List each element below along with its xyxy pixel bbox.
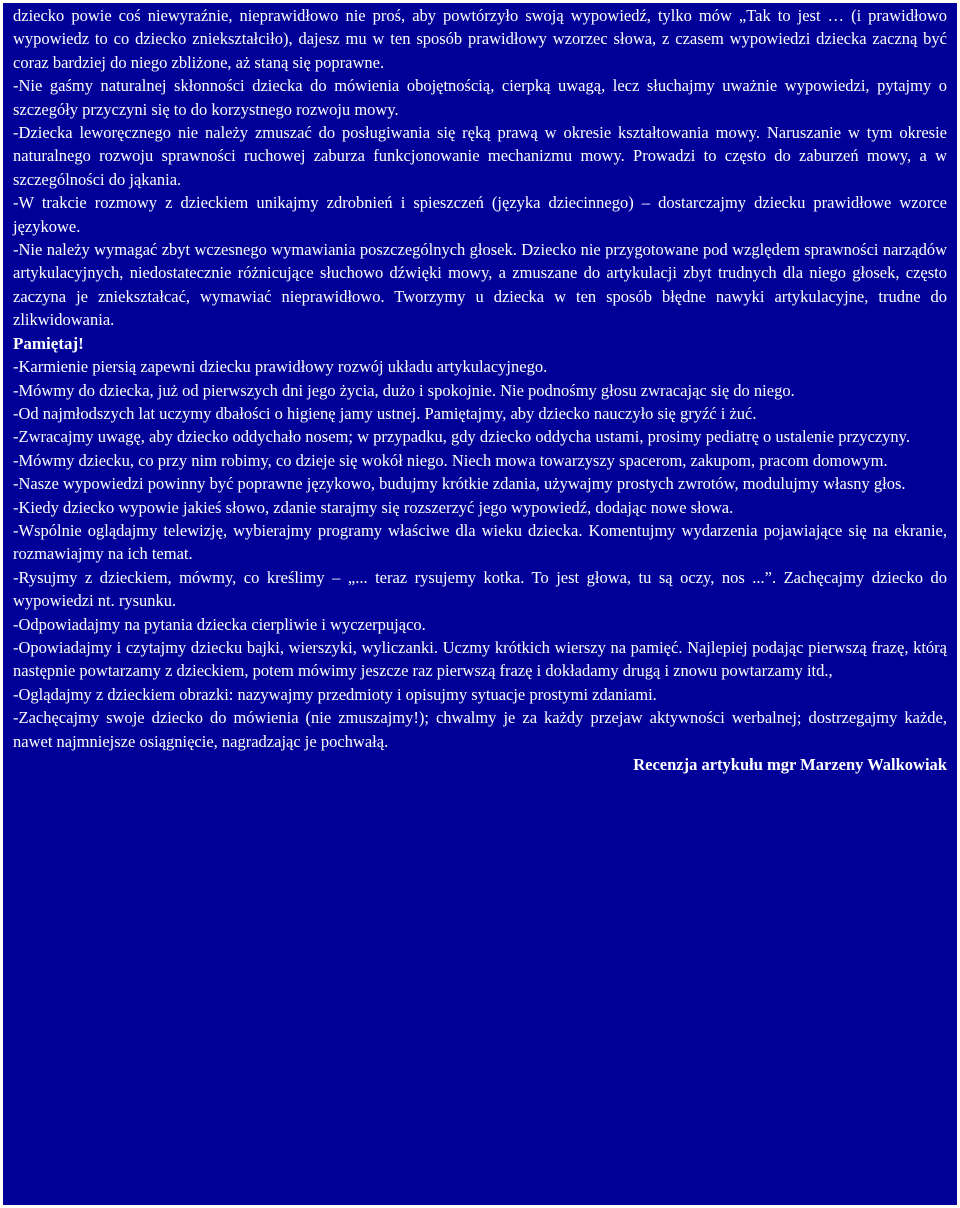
tip-item: -Wspólnie oglądajmy telewizję, wybierajmy programy właściwe dla wieku dziecka. Komentujmy wydarzenia pojawiające się na ekranie, rozmawiajmy na ich temat. [13,520,947,564]
intro-paragraph: -W trakcie rozmowy z dzieckiem unikajmy zdrobnień i spieszczeń (języka dziecinnego) – dostarczajmy dziecku prawidłowe wzorce językowe. [13,193,947,236]
article-signature: Recenzja artykułu mgr Marzeny Walkowiak [633,755,947,774]
article-body [13,4,947,776]
tip-item: -Opowiadajmy i czytajmy dziecku bajki, wierszyki, wyliczanki. Uczmy krótkich wierszy na pamięć. Najlepiej podając pierwszą frazę, którą następnie powtarzamy z dzieckiem, potem mówimy jeszcze raz pierwszą frazę i dokładamy drugą i znowu powtarzamy itd., [13,637,947,681]
section-heading: Pamiętaj! [13,333,84,353]
tip-item: -Od najmłodszych lat uczymy dbałości o higienę jamy ustnej. Pamiętajmy, aby dziecko nauczyło się gryźć i żuć. [13,403,757,423]
intro-paragraph: -Nie gaśmy naturalnej skłonności dziecka do mówienia obojętnością, cierpką uwagą, lecz słuchajmy uważnie wypowiedzi, pytajmy o szczegóły przyczyni się to do korzystnego rozwoju mowy. [13,76,947,119]
tip-item: -Rysujmy z dzieckiem, mówmy, co kreślimy – „... teraz rysujemy kotka. To jest głowa, tu są oczy, nos ...”. Zachęcajmy dziecko do wypowiedzi nt. rysunku. [13,567,947,611]
tip-item: -Zwracajmy uwagę, aby dziecko oddychało nosem; w przypadku, gdy dziecko oddycha ustami, prosimy pediatrę o ustalenie przyczyny. [13,427,910,447]
tip-item: -Odpowiadajmy na pytania dziecka cierpliwie i wyczerpująco. [13,614,426,634]
article-page [3,3,957,1205]
tip-item: -Oglądajmy z dzieckiem obrazki: nazywajmy przedmioty i opisujmy sytuacje prostymi zdaniami. [13,684,657,704]
intro-paragraph: -Nie należy wymagać zbyt wczesnego wymawiania poszczególnych głosek. Dziecko nie przygotowane pod względem sprawności narządów artykulacyjnych, niedostatecznie różnicujące słuchowo dźwięki mowy, a zmuszane do artykulacji zbyt trudnych dla niego głosek, często zaczyna je zniekształcać, wymawiać nieprawidłowo. Tworzymy u dziecka w ten sposób błędne nawyki artykulacyjne, trudne do zlikwidowania. [13,240,947,330]
tip-item: -Mówmy dziecku, co przy nim robimy, co dzieje się wokół niego. Niech mowa towarzyszy spacerom, zakupom, pracom domowym. [13,450,888,470]
tip-item: -Karmienie piersią zapewni dziecku prawidłowy rozwój układu artykulacyjnego. [13,357,548,377]
tip-item: -Zachęcajmy swoje dziecko do mówienia (nie zmuszajmy!); chwalmy je za każdy przejaw aktywności werbalnej; dostrzegajmy każde, nawet najmniejsze osiągnięcie, nagradzając je pochwałą. [13,708,947,751]
intro-paragraph: -Dziecka leworęcznego nie należy zmuszać do posługiwania się ręką prawą w okresie kształtowania mowy. Naruszanie w tym okresie naturalnego rozwoju sprawności ruchowej zaburza funkcjonowanie mechanizmu mowy. Prowadzi to często do zaburzeń mowy, a w szczególności do jąkania. [13,123,947,189]
intro-paragraph: dziecko powie coś niewyraźnie, nieprawidłowo nie proś, aby powtórzyło swoją wypowiedź, tylko mów „Tak to jest … (i prawidłowo wypowiedz to co dziecko zniekształciło), dajesz mu w ten sposób prawidłowy wzorzec słowa, z czasem wypowiedzi dziecka zaczną być coraz bardziej do niego zbliżone, aż staną się poprawne. [13,6,947,72]
tip-item: -Kiedy dziecko wypowie jakieś słowo, zdanie starajmy się rozszerzyć jego wypowiedź, dodając nowe słowa. [13,497,734,517]
tip-item: -Nasze wypowiedzi powinny być poprawne językowo, budujmy krótkie zdania, używajmy prostych zwrotów, modulujmy własny głos. [13,474,906,494]
tip-item: -Mówmy do dziecka, już od pierwszych dni jego życia, dużo i spokojnie. Nie podnośmy głosu zwracając się do niego. [13,380,795,400]
